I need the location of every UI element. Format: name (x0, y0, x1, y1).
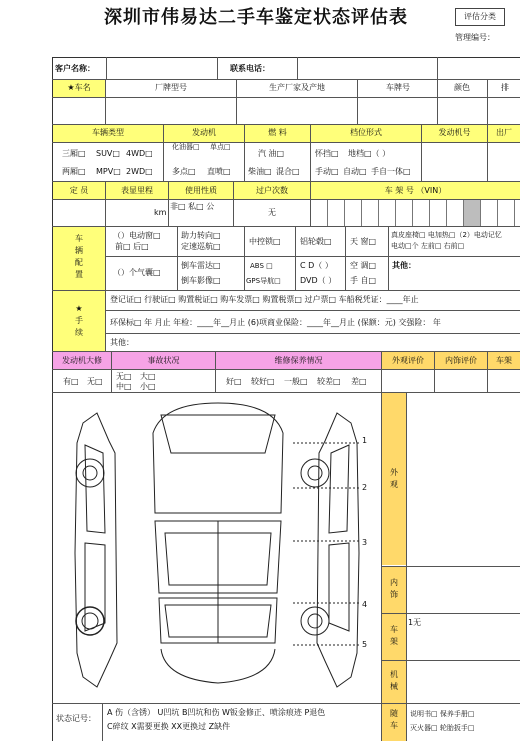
config-label: 车 辆 配 置 (75, 234, 83, 279)
config-item[interactable]: ABS □ (250, 262, 273, 270)
symbol-line2: C碎纹 X需要更换 XX更换过 Z缺件 (107, 722, 231, 731)
vin-cell[interactable] (396, 200, 413, 226)
config-item[interactable]: 电动□个 左前□ 右前□ (391, 242, 465, 250)
config-item[interactable]: 中控锁□ (249, 237, 281, 246)
engine-opt[interactable]: 化油器□ (172, 143, 200, 151)
config-item[interactable]: 定速巡航□ (181, 242, 221, 251)
symbol-line1: A 伤（含锈） U凹坑 B凹坑和伤 W钣金修正、喷涂痕迹 P退色 (107, 708, 326, 717)
config-item[interactable]: 助力转向□ (181, 231, 221, 240)
km-unit: km (154, 208, 167, 217)
vin-cell[interactable] (413, 200, 430, 226)
transfers-value: 无 (268, 208, 276, 217)
config-item[interactable]: GPS导航□ (246, 277, 281, 285)
diagram-num: 4 (362, 600, 368, 609)
vin-cell[interactable] (328, 200, 345, 226)
usage-header: 使用性质 (185, 186, 217, 195)
config-item[interactable]: 天 窗□ (350, 237, 377, 246)
vin-cell[interactable] (481, 200, 498, 226)
config-item[interactable]: （）个气囊□ (113, 268, 161, 277)
frame-note: 1无 (408, 618, 422, 627)
model-header: 厂牌型号 (155, 83, 187, 92)
engine-opt[interactable]: 单点□ (210, 143, 231, 151)
category-box: 评估分类 (455, 8, 505, 26)
customer-name-label: 客户名称： (55, 64, 95, 73)
exterior-side-label: 外 观 (382, 393, 406, 565)
docs-row3: 其他： (110, 338, 134, 347)
crash-opt[interactable]: 中□ (116, 382, 132, 391)
frame-header: 车架 (488, 352, 520, 369)
plate-header: 车牌号 (386, 83, 410, 92)
config-other: 其他： (392, 261, 416, 270)
type-opt[interactable]: 2WD□ (126, 167, 153, 176)
vin-cell[interactable] (362, 200, 379, 226)
config-item[interactable]: DVD（ ） (300, 276, 337, 285)
mileage-header: 表显里程 (121, 186, 153, 195)
seats-header: 定 员 (69, 186, 89, 195)
crash-opt[interactable]: 小□ (140, 382, 156, 391)
docs-row1[interactable]: 登记证□ 行驶证□ 购置税证□ 购车发票□ 购置税票□ 过户票□ 车船税凭证：____年止 (110, 295, 419, 304)
interior-side-label: 内 饰 (382, 567, 406, 613)
customer-phone-label: 联系电话： (230, 64, 270, 73)
fuel-header: 燃 料 (268, 128, 287, 137)
manage-no-label: 管理编号： (455, 33, 495, 42)
accessory-row2[interactable]: 灭火器□ 轮胎扳手□ (410, 724, 475, 732)
config-item[interactable]: 真皮座椅□ 电加热□（2）电动记忆 (391, 231, 502, 239)
type-opt[interactable]: SUV□ (96, 149, 120, 158)
crash-opt[interactable]: 大□ (140, 372, 156, 381)
diagram-num: 5 (362, 640, 368, 649)
config-item[interactable]: 倒车影像□ (181, 276, 221, 285)
docs-label: ★ 手 续 (75, 304, 83, 337)
vin-cell[interactable] (464, 200, 481, 226)
engine-opt[interactable]: 多点□ (172, 167, 196, 176)
mech-side-label: 机 械 (382, 661, 406, 703)
config-item[interactable]: 前□ 后□ (115, 242, 149, 251)
diagram-num: 3 (362, 538, 368, 547)
accessory-label: 随 车 (382, 704, 406, 741)
interior-header: 内饰评价 (435, 352, 487, 369)
usage-opts[interactable]: 非□ 私□ 公 (170, 202, 215, 211)
maker-header: 生产厂家及产地 (269, 83, 325, 92)
engine-overhaul-header: 发动机大修 (53, 352, 111, 369)
diagram-num: 2 (362, 483, 368, 492)
crash-header: 事故状况 (112, 352, 215, 369)
exit-header: 出厂 (496, 128, 512, 137)
fuel-opt[interactable]: 柴油□ (248, 167, 272, 176)
vin-header: 车 架 号 （VIN） (384, 186, 447, 195)
vehicle-type-header: 车辆类型 (92, 128, 124, 137)
type-opt[interactable]: 三厢□ (62, 149, 86, 158)
maint-opt[interactable]: 较好□ (251, 377, 275, 386)
config-item[interactable]: 空 调□ (350, 261, 377, 270)
page-title: 深圳市伟易达二手车鉴定状态评估表 (104, 7, 408, 28)
accessory-row1[interactable]: 说明书□ 保养手册□ (410, 710, 475, 718)
vin-cell[interactable] (311, 200, 328, 226)
maint-opt[interactable]: 一般□ (284, 377, 308, 386)
vin-cell[interactable] (379, 200, 396, 226)
config-item[interactable]: 手 自□ (350, 276, 377, 285)
symbol-label: 状态记号： (56, 714, 96, 723)
gear-opt[interactable]: 地档□（ ） (348, 149, 391, 158)
fuel-opt[interactable]: 混合□ (276, 167, 300, 176)
gear-opt[interactable]: 自动□ (343, 167, 367, 176)
vin-cell[interactable] (430, 200, 447, 226)
car-diagram (53, 393, 381, 703)
frame-side-label: 车 架 (382, 614, 406, 660)
disp-header: 排 (501, 83, 509, 92)
exterior-header: 外观评价 (382, 352, 434, 369)
type-opt[interactable]: 4WD□ (126, 149, 153, 158)
diagram-num: 1 (362, 436, 368, 445)
config-item[interactable]: C D（ ） (300, 261, 333, 270)
gear-opt[interactable]: 手自一体□ (371, 167, 411, 176)
color-header: 颜色 (454, 83, 470, 92)
config-item[interactable]: 倒车雷达□ (181, 261, 221, 270)
maint-opt[interactable]: 差□ (351, 377, 367, 386)
engine-no-header: 发动机号 (438, 128, 471, 137)
config-item[interactable]: （）电动窗□ (113, 231, 161, 240)
vin-cell[interactable] (447, 200, 464, 226)
gear-header: 档位形式 (350, 128, 382, 137)
transfers-header: 过户次数 (256, 186, 288, 195)
gear-opt[interactable]: 手动□ (315, 167, 339, 176)
maint-opt[interactable]: 好□ (226, 377, 242, 386)
vin-cell[interactable] (498, 200, 515, 226)
engine-header: 发动机 (192, 128, 216, 137)
maint-opt[interactable]: 较差□ (317, 377, 341, 386)
docs-row2[interactable]: 环保标□ 年 月止 年检：____年__月止 (6)项商业保险：____年__月止 (保额：元) 交强险： 年 (110, 318, 441, 327)
overhaul-opt[interactable]: 无□ (87, 377, 103, 386)
maint-header: 维修保养情况 (216, 352, 381, 369)
engine-opt[interactable]: 直喷□ (207, 167, 231, 176)
fuel-opt[interactable]: 汽 油□ (258, 149, 285, 158)
type-opt[interactable]: MPV□ (96, 167, 121, 176)
gear-opt[interactable]: 怀挡□ (315, 149, 339, 158)
type-opt[interactable]: 两厢□ (62, 167, 86, 176)
car-name-header: ★车名 (53, 80, 105, 97)
config-item[interactable]: 铝轮毂□ (300, 237, 332, 246)
vin-cell[interactable] (345, 200, 362, 226)
crash-opt[interactable]: 无□ (116, 372, 132, 381)
overhaul-opt[interactable]: 有□ (63, 377, 79, 386)
